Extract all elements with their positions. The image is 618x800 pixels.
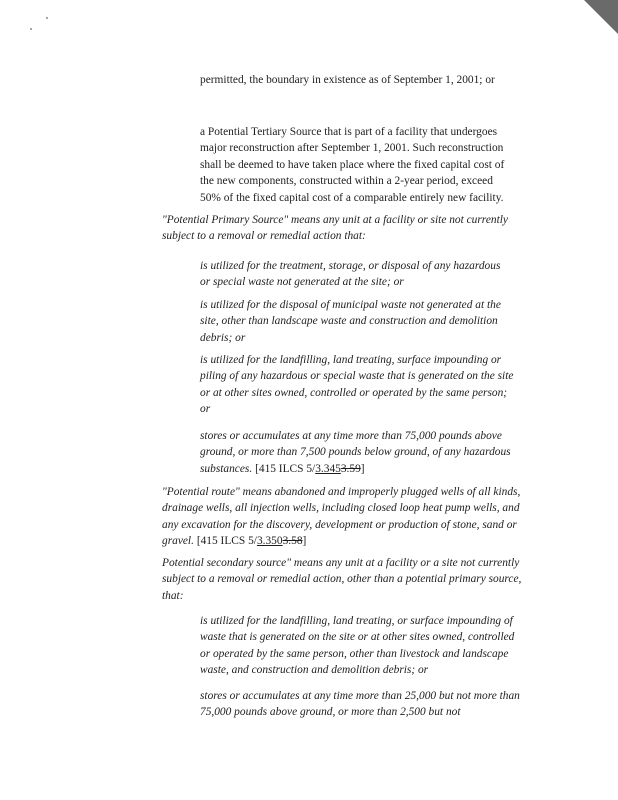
citation-deleted: 3.58 <box>282 535 303 548</box>
citation-suffix: ] <box>360 462 365 475</box>
paragraph-boundary-existence: permitted, the boundary in existence as of September 1, 2001; or <box>200 74 495 86</box>
definition-potential-route <box>162 484 528 550</box>
list-item-stores-25000: stores or accumulates at any time more than 25,000 but not more than 75,000 pounds above ground, or more than 2,500 but not <box>200 690 520 719</box>
list-item-landfilling-hazardous: is utilized for the landfilling, land treating, surface impounding or piling of any hazardous or special waste that is generated on the site or at other sites owned, controlled or operated by the same person; or <box>200 354 514 416</box>
definition-potential-secondary-source: Potential secondary source" means any unit at a facility or a site not currently subject to a removal or remedial action, other than a potential primary source, that: <box>162 557 522 602</box>
citation-prefix: [415 ILCS 5/ <box>255 462 316 475</box>
list-item-landfilling-waste: is utilized for the landfilling, land treating, or surface impounding of waste that is generated on the site or at other sites owned, controlled or operated by the same person, other than livestock and landscape waste, and construction and demolition debris; or <box>200 615 515 677</box>
list-item-municipal-waste: is utilized for the disposal of municipal waste not generated at the site, other than landscape waste and construction and demolition debris; or <box>200 299 501 344</box>
definition-potential-primary-source: "Potential Primary Source" means any unit at a facility or site not currently subject to a removal or remedial action that: <box>162 214 508 243</box>
citation-inserted: 3.350 <box>256 535 283 548</box>
scan-speck <box>46 17 48 19</box>
scan-speck <box>30 28 32 30</box>
page-corner-fold <box>584 0 618 34</box>
list-item-treatment-storage: is utilized for the treatment, storage, or disposal of any hazardous or special waste not generated at the site; or <box>200 260 501 289</box>
citation-suffix: ] <box>302 535 307 548</box>
statute-text: stores or accumulates at any time more than 75,000 pounds above ground, or more than 7,500 pounds below ground, of any hazardous substances. <box>200 430 511 475</box>
statute-text: "Potential route" means abandoned and improperly plugged wells of all kinds, drainage wells, all injection wells, including closed loop heat pump wells, and any excavation for the discovery, development or production of stone, sand or gravel. <box>162 486 521 548</box>
citation-inserted: 3.345 <box>315 462 341 475</box>
citation-prefix: [415 ILCS 5/ <box>196 535 257 548</box>
paragraph-tertiary-source: a Potential Tertiary Source that is part of a facility that undergoes major reconstruction after September 1, 2001. Such reconstruction shall be deemed to have taken place where the fixed capital cost of the new components, constructed within a 2-year period, exceed 50% of the fixed capital cost of a comparable entirely new facility. <box>200 126 505 204</box>
list-item-stores-75000 <box>200 428 520 477</box>
citation-deleted: 3.59 <box>340 462 361 475</box>
